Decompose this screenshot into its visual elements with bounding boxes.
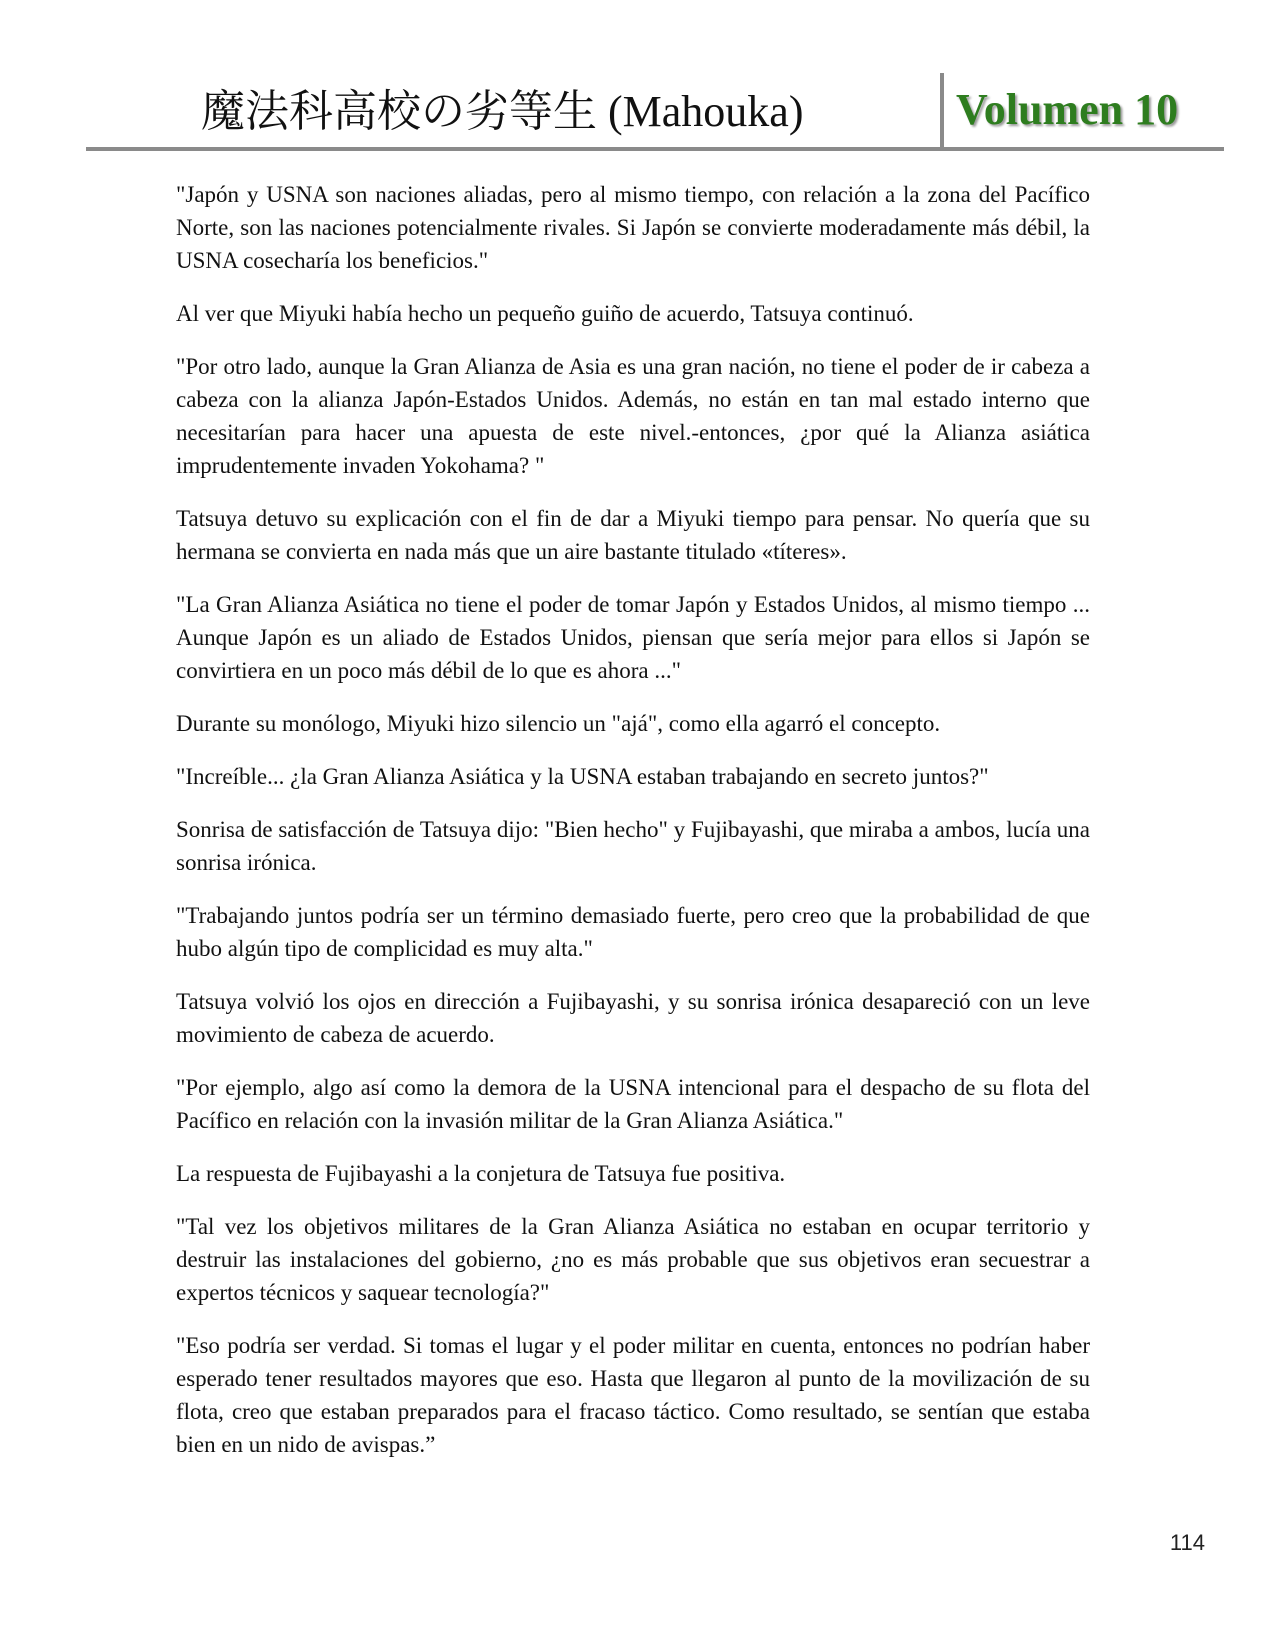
paragraph: Tatsuya volvió los ojos en dirección a Fujibayashi, y su sonrisa irónica desapareció con un leve movimiento de cabeza de acuerdo. bbox=[176, 989, 1090, 1047]
page-header bbox=[86, 70, 1224, 150]
paragraph: "La Gran Alianza Asiática no tiene el poder de tomar Japón y Estados Unidos, al mismo tiempo ... Aunque Japón es un aliado de Estados Unidos, piensan que sería mejor para ellos si Japón se convirtiera en un poco más débil de lo que es ahora ..." bbox=[176, 592, 1090, 683]
paragraph: Sonrisa de satisfacción de Tatsuya dijo: "Bien hecho" y Fujibayashi, que miraba a ambos, lucía una sonrisa irónica. bbox=[176, 817, 1090, 875]
body-text bbox=[176, 178, 1090, 1481]
paragraph: "Japón y USNA son naciones aliadas, pero al mismo tiempo, con relación a la zona del Pacífico Norte, son las naciones potencialmente rivales. Si Japón se convierte moderadamente más débil, la USNA cosecharía los beneficios." bbox=[176, 182, 1090, 273]
paragraph: "Trabajando juntos podría ser un término demasiado fuerte, pero creo que la probabilidad de que hubo algún tipo de complicidad es muy alta." bbox=[176, 903, 1090, 961]
paragraph: Al ver que Miyuki había hecho un pequeño guiño de acuerdo, Tatsuya continuó. bbox=[176, 301, 914, 326]
volume-label: Volumen 10 bbox=[956, 85, 1179, 134]
paragraph: "Por ejemplo, algo así como la demora de la USNA intencional para el despacho de su flota del Pacífico en relación con la invasión militar de la Gran Alianza Asiática." bbox=[176, 1075, 1090, 1133]
paragraph: "Increíble... ¿la Gran Alianza Asiática y la USNA estaban trabajando en secreto juntos?" bbox=[176, 764, 989, 789]
header-divider bbox=[940, 73, 944, 150]
paragraph: "Eso podría ser verdad. Si tomas el lugar y el poder militar en cuenta, entonces no podrían haber esperado tener resultados mayores que eso. Hasta que llegaron al punto de la movilización de su flota, creo que estaban preparados para el fracaso táctico. Como resultado, se sentían que estaba bien en un nido de avispas.” bbox=[176, 1333, 1090, 1457]
header-rule bbox=[86, 147, 1224, 151]
paragraph: La respuesta de Fujibayashi a la conjetura de Tatsuya fue positiva. bbox=[176, 1161, 786, 1186]
paragraph: Tatsuya detuvo su explicación con el fin de dar a Miyuki tiempo para pensar. No quería que su hermana se convierta en nada más que un aire bastante titulado «títeres». bbox=[176, 506, 1090, 564]
book-title: 魔法科高校の劣等生 (Mahouka) bbox=[201, 87, 804, 136]
page-number: 114 bbox=[1169, 1530, 1205, 1555]
paragraph: Durante su monólogo, Miyuki hizo silencio un "ajá", como ella agarró el concepto. bbox=[176, 711, 941, 736]
paragraph: "Por otro lado, aunque la Gran Alianza de Asia es una gran nación, no tiene el poder de ir cabeza a cabeza con la alianza Japón-Estados Unidos. Además, no están en tan mal estado interno que necesitarían para hacer una apuesta de este nivel.-entonces, ¿por qué la Alianza asiática imprudentemente invaden Yokohama? " bbox=[176, 354, 1090, 478]
paragraph: "Tal vez los objetivos militares de la Gran Alianza Asiática no estaban en ocupar territorio y destruir las instalaciones del gobierno, ¿no es más probable que sus objetivos eran secuestrar a expertos técnicos y saquear tecnología?" bbox=[176, 1214, 1090, 1305]
